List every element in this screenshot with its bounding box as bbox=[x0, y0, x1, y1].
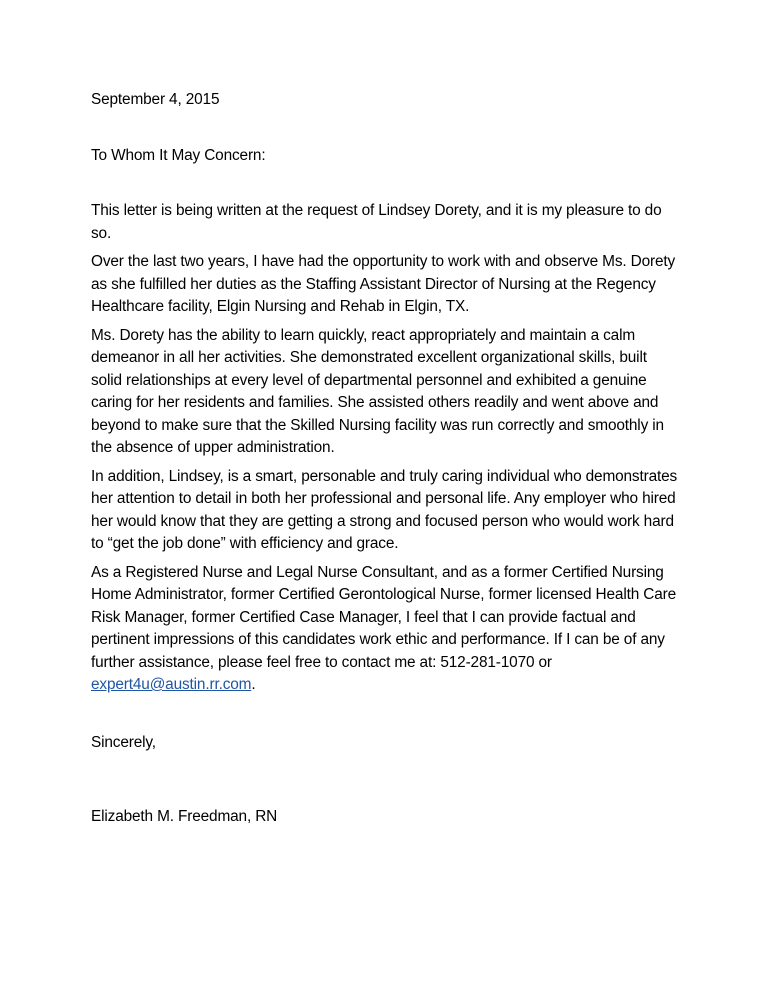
paragraph-credentials bbox=[91, 562, 681, 697]
paragraph-abilities: Ms. Dorety has the ability to learn quickly, react appropriately and maintain a calm demeanor in all her activities. She demonstrated excellent organizational skills, built solid relationships at every level of departmental personnel and exhibited a genuine caring for her residents and families. She assisted others readily and went above and beyond to make sure that the Skilled Nursing facility was run correctly and smoothly in the absence of upper administration. bbox=[91, 326, 664, 456]
email-link[interactable]: expert4u@austin.rr.com bbox=[91, 676, 252, 693]
letter-date: September 4, 2015 bbox=[91, 91, 220, 108]
credentials-text: As a Registered Nurse and Legal Nurse Consultant, and as a former Certified Nursing Home Administrator, former Certified Gerontological Nurse, former licensed Health Care Risk Manager, former Certified Case Manager, I feel that I can provide factual and pertinent impressions of this candidates work ethic and performance. If I can be of any further assistance, please feel free to contact me at: 512-281-1070 or bbox=[91, 563, 677, 671]
paragraph-character: In addition, Lindsey, is a smart, personable and truly caring individual who demonstrates her attention to detail in both her professional and personal life. Any employer who hired her would know that they are getting a strong and focused person who would work hard to “get the job done” with efficiency and grace. bbox=[91, 467, 678, 552]
credentials-end-punctuation: . bbox=[251, 676, 256, 693]
letter-body bbox=[91, 89, 681, 829]
paragraph-experience: Over the last two years, I have had the opportunity to work with and observe Ms. Dorety as she fulfilled her duties as the Staffing Assistant Director of Nursing at the Regency Healthcare facility, Elgin Nursing and Rehab in Elgin, TX. bbox=[91, 253, 676, 315]
signature-name: Elizabeth M. Freedman, RN bbox=[91, 808, 278, 825]
closing: Sincerely, bbox=[91, 733, 156, 751]
paragraph-request: This letter is being written at the request of Lindsey Dorety, and it is my pleasure to do so. bbox=[91, 202, 662, 242]
salutation: To Whom It May Concern: bbox=[91, 146, 266, 164]
